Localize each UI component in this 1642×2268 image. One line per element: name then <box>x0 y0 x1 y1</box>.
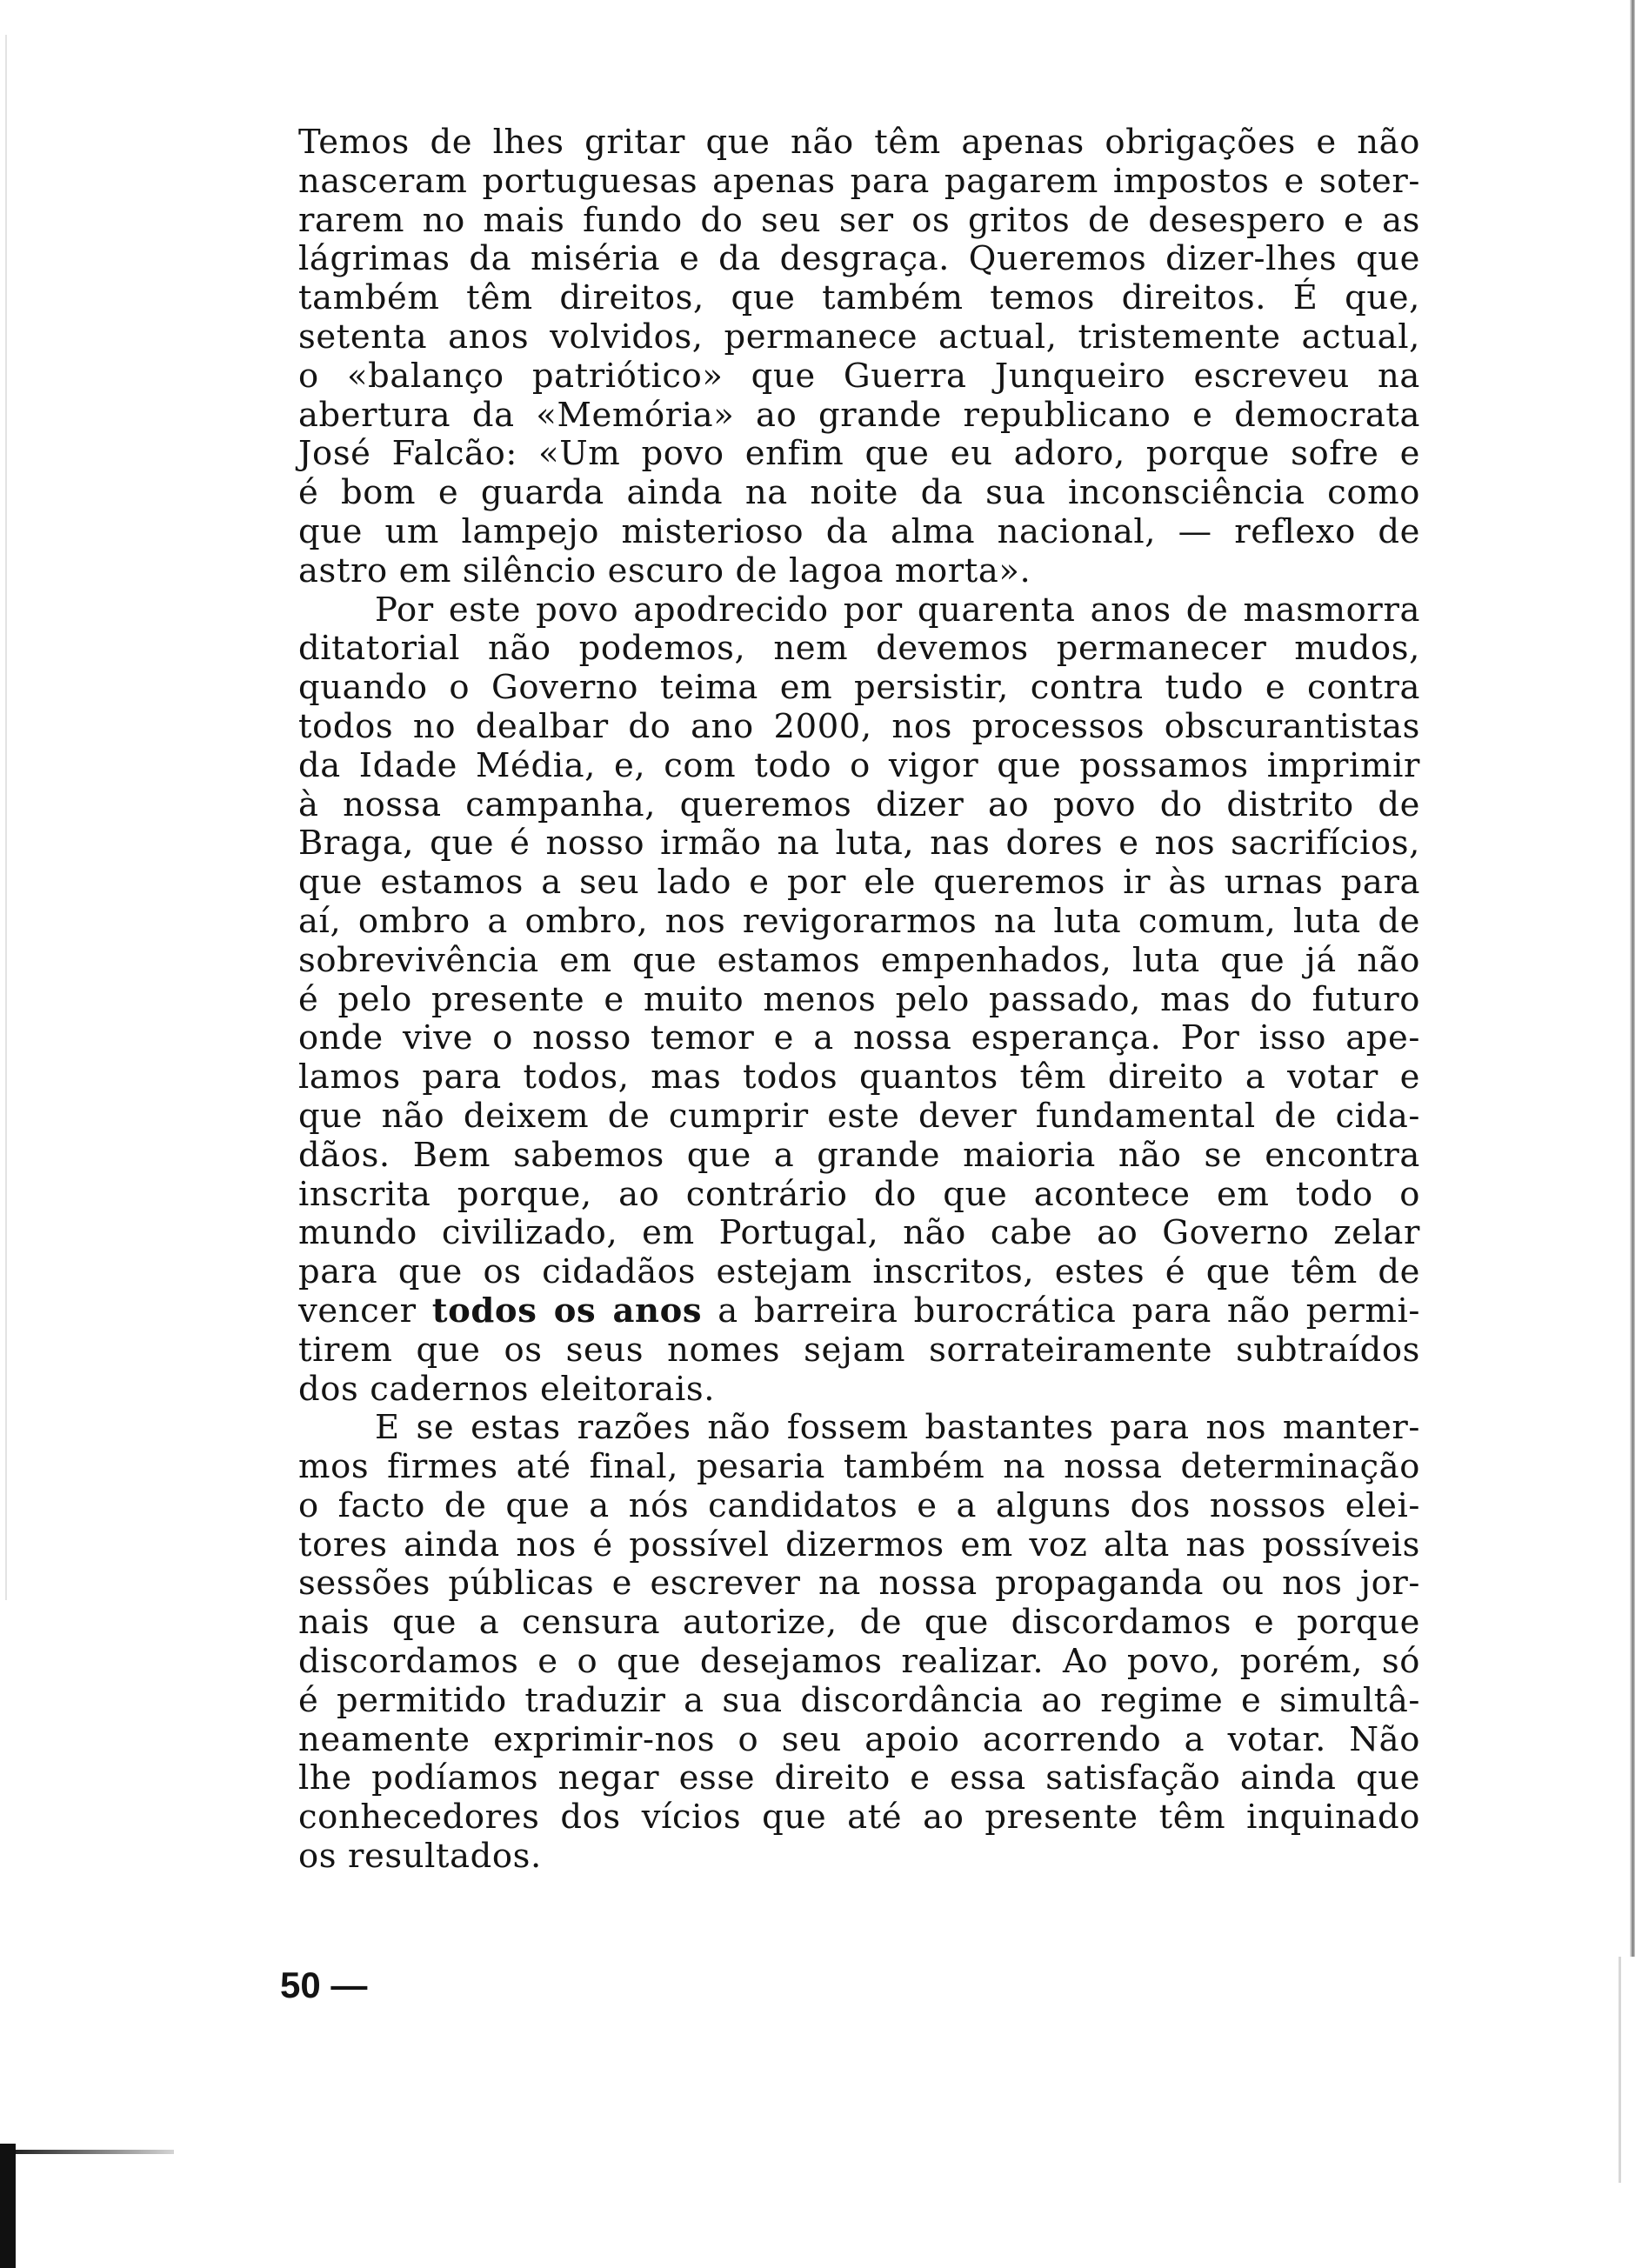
scan-corner-line <box>0 2150 174 2154</box>
text-line: o facto de que a nós candidatos e a alguns dos nossos elei- <box>298 1485 1420 1525</box>
text-line: à nossa campanha, queremos dizer ao povo do distrito de <box>298 784 1420 824</box>
text-line: nais que a censura autorize, de que discordamos e porque <box>298 1603 1420 1643</box>
text-line: também têm direitos, que também temos direitos. É que, <box>298 278 1420 318</box>
text-line: inscrita porque, ao contrário do que acontece em todo o <box>298 1174 1420 1214</box>
text-segment: vencer <box>298 1291 432 1331</box>
text-line: aí, ombro a ombro, nos revigorarmos na luta comum, luta de <box>298 901 1420 941</box>
text-line: nasceram portuguesas apenas para pagarem impostos e soter- <box>298 161 1420 201</box>
text-line: neamente exprimir-nos o seu apoio acorrendo a votar. Não <box>298 1719 1420 1759</box>
text-line: que não deixem de cumprir este dever fundamental de cida- <box>298 1096 1420 1136</box>
text-line: E se estas razões não fossem bastantes para nos manter- <box>375 1408 1420 1448</box>
text-line: rarem no mais fundo do seu ser os gritos de desespero e as <box>298 200 1420 240</box>
text-segment: a barreira burocrática para não permi- <box>702 1291 1420 1331</box>
text-line: lágrimas da miséria e da desgraça. Queremos dizer-lhes que <box>298 239 1420 279</box>
scan-edge-left <box>5 35 7 1600</box>
text-line: Por este povo apodrecido por quarenta anos de masmorra <box>375 590 1420 630</box>
text-line: da Idade Média, e, com todo o vigor que possamos imprimir <box>298 745 1420 785</box>
text-line: discordamos e o que desejamos realizar. Ao povo, porém, só <box>298 1642 1420 1682</box>
paragraph-1 <box>298 123 1420 591</box>
scan-corner-bottom-left <box>0 2144 16 2268</box>
text-line: abertura da «Memória» ao grande republicano e democrata <box>298 395 1420 435</box>
text-line: quando o Governo teima em persistir, contra tudo e contra <box>298 668 1420 708</box>
text-line: mos firmes até final, pesaria também na nossa determinação <box>298 1447 1420 1487</box>
paragraph-2 <box>298 591 1420 1410</box>
text-line: que estamos a seu lado e por ele queremos ir às urnas para <box>298 863 1420 903</box>
text-line: é bom e guarda ainda na noite da sua inconsciência como <box>298 473 1420 513</box>
text-line: mundo civilizado, em Portugal, não cabe ao Governo zelar <box>298 1213 1420 1253</box>
paragraph-3 <box>298 1409 1420 1877</box>
text-line: todos no dealbar do ano 2000, nos processos obscurantistas <box>298 706 1420 746</box>
text-line <box>298 1292 1420 1331</box>
text-line: é pelo presente e muito menos pelo passado, mas do futuro <box>298 979 1420 1019</box>
text-line: dos cadernos eleitorais. <box>298 1369 716 1409</box>
text-line: para que os cidadãos estejam inscritos, estes é que têm de <box>298 1252 1420 1292</box>
page-body <box>298 123 1420 1877</box>
text-line: Braga, que é nosso irmão na luta, nas dores e nos sacrifícios, <box>298 824 1420 864</box>
text-line: os resultados. <box>298 1837 542 1877</box>
text-line: onde vive o nosso temor e a nossa esperança. Por isso ape- <box>298 1018 1420 1058</box>
text-line: lhe podíamos negar esse direito e essa satisfação ainda que <box>298 1758 1420 1798</box>
text-line: setenta anos volvidos, permanece actual, tristemente actual, <box>298 317 1420 357</box>
text-line: tirem que os seus nomes sejam sorrateiramente subtraídos <box>298 1330 1420 1370</box>
text-line: sessões públicas e escrever na nossa propaganda ou nos jor- <box>298 1564 1420 1604</box>
text-line: é permitido traduzir a sua discordância ao regime e simultâ- <box>298 1680 1420 1720</box>
text-line: lamos para todos, mas todos quantos têm direito a votar e <box>298 1057 1420 1097</box>
text-line: astro em silêncio escuro de lagoa morta». <box>298 550 1031 590</box>
page-number: 50 — <box>280 1964 368 2005</box>
text-line: sobrevivência em que estamos empenhados, luta que já não <box>298 940 1420 980</box>
text-line: dãos. Bem sabemos que a grande maioria não se encontra <box>298 1135 1420 1175</box>
text-line: conhecedores dos vícios que até ao presente têm inquinado <box>298 1798 1420 1838</box>
text-line: tores ainda nos é possível dizermos em voz alta nas possíveis <box>298 1524 1420 1564</box>
bold-emphasis: todos os anos <box>431 1291 703 1331</box>
scan-edge-right-lower <box>1619 1957 1621 2183</box>
text-line: Temos de lhes gritar que não têm apenas obrigações e não <box>298 123 1420 162</box>
text-line: que um lampejo misterioso da alma nacional, — reflexo de <box>298 511 1420 551</box>
text-line: ditatorial não podemos, nem devemos permanecer mudos, <box>298 629 1420 669</box>
text-line: o «balanço patriótico» que Guerra Junqueiro escreveu na <box>298 356 1420 396</box>
scan-edge-right <box>1630 0 1635 1957</box>
text-line: José Falcão: «Um povo enfim que eu adoro, porque sofre e <box>298 434 1420 474</box>
